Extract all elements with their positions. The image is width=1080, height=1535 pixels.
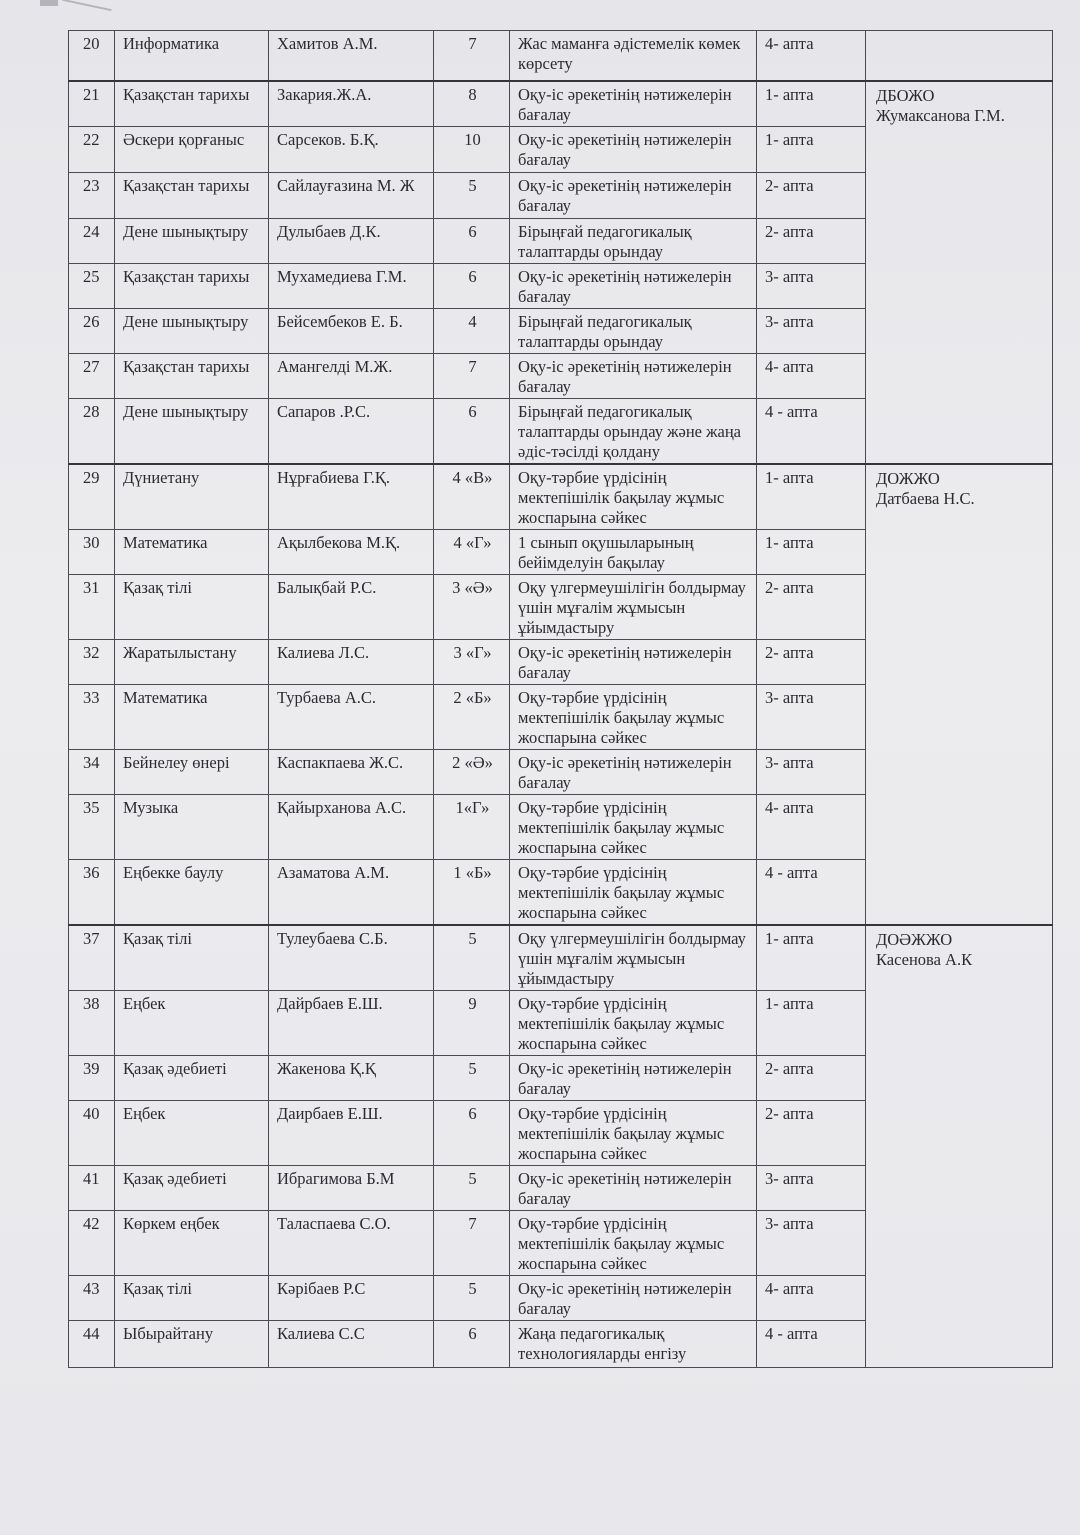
- week-cell: 2- апта: [757, 1056, 866, 1101]
- topic-cell: Жас маманға әдістемелік көмек көрсету: [510, 31, 757, 81]
- subject-cell: Дене шынықтыру: [115, 399, 269, 465]
- teacher-cell: Хамитов А.М.: [269, 31, 434, 81]
- class-cell: 5: [434, 1056, 510, 1101]
- teacher-cell: Қайырханова А.С.: [269, 795, 434, 860]
- topic-cell: Оқу үлгермеушілігін болдырмау үшін мұғалім жұмысын ұйымдастыру: [510, 925, 757, 991]
- subject-cell: Еңбек: [115, 1101, 269, 1166]
- topic-cell: Оқу-іс әрекетінің нәтижелерін бағалау: [510, 750, 757, 795]
- subject-cell: Математика: [115, 685, 269, 750]
- responsible-name: Касенова А.К: [876, 950, 973, 969]
- responsible-cell-row20: [866, 31, 1053, 81]
- teacher-cell: Тулеубаева С.Б.: [269, 925, 434, 991]
- table-row: [69, 81, 1053, 127]
- topic-cell: Жаңа педагогикалық технологияларды енгізу: [510, 1321, 757, 1368]
- week-cell: 3- апта: [757, 309, 866, 354]
- topic-cell: Оқу-іс әрекетінің нәтижелерін бағалау: [510, 81, 757, 127]
- class-cell: 4 «Г»: [434, 530, 510, 575]
- week-cell: 1- апта: [757, 464, 866, 530]
- class-cell: 6: [434, 1101, 510, 1166]
- week-cell: 1- апта: [757, 127, 866, 173]
- topic-cell: Оқу-тәрбие үрдісінің мектепішілік бақылау жұмыс жоспарына сәйкес: [510, 991, 757, 1056]
- paper-clip-mark-line: [62, 0, 111, 11]
- week-cell: 2- апта: [757, 575, 866, 640]
- class-cell: 8: [434, 81, 510, 127]
- subject-cell: Көркем еңбек: [115, 1211, 269, 1276]
- class-cell: 3 «Ә»: [434, 575, 510, 640]
- plan-table: [68, 30, 1053, 1368]
- responsible-name: Датбаева Н.С.: [876, 489, 975, 508]
- class-cell: 6: [434, 399, 510, 465]
- teacher-cell: Таласпаева С.О.: [269, 1211, 434, 1276]
- row-number: 20: [69, 31, 115, 81]
- topic-cell: Оқу үлгермеушілігін болдырмау үшін мұғалім жұмысын ұйымдастыру: [510, 575, 757, 640]
- teacher-cell: Закария.Ж.А.: [269, 81, 434, 127]
- row-number: 36: [69, 860, 115, 926]
- row-number: 43: [69, 1276, 115, 1321]
- subject-cell: Дене шынықтыру: [115, 309, 269, 354]
- week-cell: 2- апта: [757, 173, 866, 219]
- row-number: 40: [69, 1101, 115, 1166]
- teacher-cell: Дулыбаев Д.К.: [269, 219, 434, 264]
- subject-cell: Музыка: [115, 795, 269, 860]
- week-cell: 2- апта: [757, 219, 866, 264]
- class-cell: 7: [434, 31, 510, 81]
- topic-cell: Оқу-тәрбие үрдісінің мектепішілік бақылау жұмыс жоспарына сәйкес: [510, 795, 757, 860]
- week-cell: 4 - апта: [757, 399, 866, 465]
- table-row: [69, 464, 1053, 530]
- teacher-cell: Сапаров .Р.С.: [269, 399, 434, 465]
- row-number: 29: [69, 464, 115, 530]
- class-cell: 1«Г»: [434, 795, 510, 860]
- teacher-cell: Даирбаев Е.Ш.: [269, 1101, 434, 1166]
- week-cell: 4 - апта: [757, 1321, 866, 1368]
- row-number: 27: [69, 354, 115, 399]
- subject-cell: Қазақстан тарихы: [115, 173, 269, 219]
- row-number: 24: [69, 219, 115, 264]
- week-cell: 4 - апта: [757, 860, 866, 926]
- teacher-cell: Кәрібаев Р.С: [269, 1276, 434, 1321]
- subject-cell: Ыбырайтану: [115, 1321, 269, 1368]
- subject-cell: Қазақ тілі: [115, 575, 269, 640]
- row-number: 21: [69, 81, 115, 127]
- paper-clip-mark: [40, 0, 58, 6]
- topic-cell: Оқу-іс әрекетінің нәтижелерін бағалау: [510, 1276, 757, 1321]
- class-cell: 3 «Г»: [434, 640, 510, 685]
- class-cell: 10: [434, 127, 510, 173]
- class-cell: 5: [434, 173, 510, 219]
- class-cell: 6: [434, 219, 510, 264]
- subject-cell: Қазақстан тарихы: [115, 81, 269, 127]
- responsible-group-3: [866, 925, 1053, 1368]
- class-cell: 5: [434, 1166, 510, 1211]
- teacher-cell: Азаматова А.М.: [269, 860, 434, 926]
- topic-cell: Оқу-тәрбие үрдісінің мектепішілік бақылау жұмыс жоспарына сәйкес: [510, 685, 757, 750]
- responsible-group-1: [866, 81, 1053, 465]
- teacher-cell: Сайлауғазина М. Ж: [269, 173, 434, 219]
- teacher-cell: Калиева Л.С.: [269, 640, 434, 685]
- row-number: 31: [69, 575, 115, 640]
- subject-cell: Математика: [115, 530, 269, 575]
- topic-cell: Оқу-тәрбие үрдісінің мектепішілік бақылау жұмыс жоспарына сәйкес: [510, 860, 757, 926]
- teacher-cell: Амангелді М.Ж.: [269, 354, 434, 399]
- subject-cell: Қазақстан тарихы: [115, 264, 269, 309]
- teacher-cell: Ибрагимова Б.М: [269, 1166, 434, 1211]
- responsible-group-2: [866, 464, 1053, 925]
- week-cell: 1- апта: [757, 81, 866, 127]
- subject-cell: Қазақстан тарихы: [115, 354, 269, 399]
- topic-cell: 1 сынып оқушыларының бейімделуін бақылау: [510, 530, 757, 575]
- week-cell: 1- апта: [757, 530, 866, 575]
- week-cell: 4- апта: [757, 31, 866, 81]
- topic-cell: Оқу-іс әрекетінің нәтижелерін бағалау: [510, 127, 757, 173]
- week-cell: 2- апта: [757, 640, 866, 685]
- row-number: 35: [69, 795, 115, 860]
- week-cell: 3- апта: [757, 264, 866, 309]
- teacher-cell: Жакенова Қ.Қ: [269, 1056, 434, 1101]
- teacher-cell: Калиева С.С: [269, 1321, 434, 1368]
- class-cell: 2 «Б»: [434, 685, 510, 750]
- row-number: 44: [69, 1321, 115, 1368]
- subject-cell: Қазақ тілі: [115, 925, 269, 991]
- week-cell: 3- апта: [757, 750, 866, 795]
- teacher-cell: Сарсеков. Б.Қ.: [269, 127, 434, 173]
- class-cell: 9: [434, 991, 510, 1056]
- row-number: 23: [69, 173, 115, 219]
- subject-cell: Бейнелеу өнері: [115, 750, 269, 795]
- class-cell: 5: [434, 1276, 510, 1321]
- week-cell: 4- апта: [757, 795, 866, 860]
- row-number: 30: [69, 530, 115, 575]
- subject-cell: Информатика: [115, 31, 269, 81]
- table-row: [69, 925, 1053, 991]
- responsible-title: ДБОЖО: [876, 85, 935, 105]
- subject-cell: Еңбек: [115, 991, 269, 1056]
- row-number: 26: [69, 309, 115, 354]
- topic-cell: Оқу-іс әрекетінің нәтижелерін бағалау: [510, 264, 757, 309]
- topic-cell: Оқу-тәрбие үрдісінің мектепішілік бақылау жұмыс жоспарына сәйкес: [510, 1101, 757, 1166]
- week-cell: 2- апта: [757, 1101, 866, 1166]
- week-cell: 4- апта: [757, 354, 866, 399]
- teacher-cell: Бейсембеков Е. Б.: [269, 309, 434, 354]
- subject-cell: Еңбекке баулу: [115, 860, 269, 926]
- row-number: 41: [69, 1166, 115, 1211]
- class-cell: 5: [434, 925, 510, 991]
- responsible-title: ДОӘЖЖО: [876, 930, 953, 949]
- topic-cell: Оқу-іс әрекетінің нәтижелерін бағалау: [510, 1166, 757, 1211]
- row-number: 34: [69, 750, 115, 795]
- week-cell: 3- апта: [757, 685, 866, 750]
- row-number: 42: [69, 1211, 115, 1276]
- class-cell: 1 «Б»: [434, 860, 510, 926]
- subject-cell: Әскери қорғаныс: [115, 127, 269, 173]
- row-number: 39: [69, 1056, 115, 1101]
- topic-cell: Бірыңғай педагогикалық талаптарды орындау және жаңа әдіс-тәсілді қолдану: [510, 399, 757, 465]
- table-row: [69, 31, 1053, 81]
- teacher-cell: Ақылбекова М.Қ.: [269, 530, 434, 575]
- class-cell: 7: [434, 354, 510, 399]
- class-cell: 6: [434, 1321, 510, 1368]
- row-number: 22: [69, 127, 115, 173]
- topic-cell: Оқу-тәрбие үрдісінің мектепішілік бақылау жұмыс жоспарына сәйкес: [510, 1211, 757, 1276]
- row-number: 37: [69, 925, 115, 991]
- teacher-cell: Каспакпаева Ж.С.: [269, 750, 434, 795]
- row-number: 33: [69, 685, 115, 750]
- row-number: 38: [69, 991, 115, 1056]
- topic-cell: Бірыңғай педагогикалық талаптарды орындау: [510, 309, 757, 354]
- class-cell: 7: [434, 1211, 510, 1276]
- week-cell: 3- апта: [757, 1211, 866, 1276]
- subject-cell: Қазақ тілі: [115, 1276, 269, 1321]
- responsible-name: Жумаксанова Г.М.: [876, 105, 1005, 125]
- teacher-cell: Мухамедиева Г.М.: [269, 264, 434, 309]
- topic-cell: Оқу-іс әрекетінің нәтижелерін бағалау: [510, 640, 757, 685]
- class-cell: 6: [434, 264, 510, 309]
- teacher-cell: Дайрбаев Е.Ш.: [269, 991, 434, 1056]
- responsible-title: ДОЖЖО: [876, 469, 940, 488]
- teacher-cell: Балықбай Р.С.: [269, 575, 434, 640]
- topic-cell: Оқу-іс әрекетінің нәтижелерін бағалау: [510, 173, 757, 219]
- class-cell: 4: [434, 309, 510, 354]
- subject-cell: Дене шынықтыру: [115, 219, 269, 264]
- week-cell: 1- апта: [757, 925, 866, 991]
- class-cell: 2 «Ә»: [434, 750, 510, 795]
- row-number: 28: [69, 399, 115, 465]
- subject-cell: Дүниетану: [115, 464, 269, 530]
- week-cell: 1- апта: [757, 991, 866, 1056]
- topic-cell: Оқу-іс әрекетінің нәтижелерін бағалау: [510, 354, 757, 399]
- row-number: 32: [69, 640, 115, 685]
- week-cell: 3- апта: [757, 1166, 866, 1211]
- week-cell: 4- апта: [757, 1276, 866, 1321]
- subject-cell: Жаратылыстану: [115, 640, 269, 685]
- topic-cell: Бірыңғай педагогикалық талаптарды орындау: [510, 219, 757, 264]
- teacher-cell: Нұрғабиева Г.Қ.: [269, 464, 434, 530]
- class-cell: 4 «В»: [434, 464, 510, 530]
- topic-cell: Оқу-тәрбие үрдісінің мектепішілік бақылау жұмыс жоспарына сәйкес: [510, 464, 757, 530]
- row-number: 25: [69, 264, 115, 309]
- subject-cell: Қазақ әдебиеті: [115, 1056, 269, 1101]
- topic-cell: Оқу-іс әрекетінің нәтижелерін бағалау: [510, 1056, 757, 1101]
- subject-cell: Қазақ әдебиеті: [115, 1166, 269, 1211]
- teacher-cell: Турбаева А.С.: [269, 685, 434, 750]
